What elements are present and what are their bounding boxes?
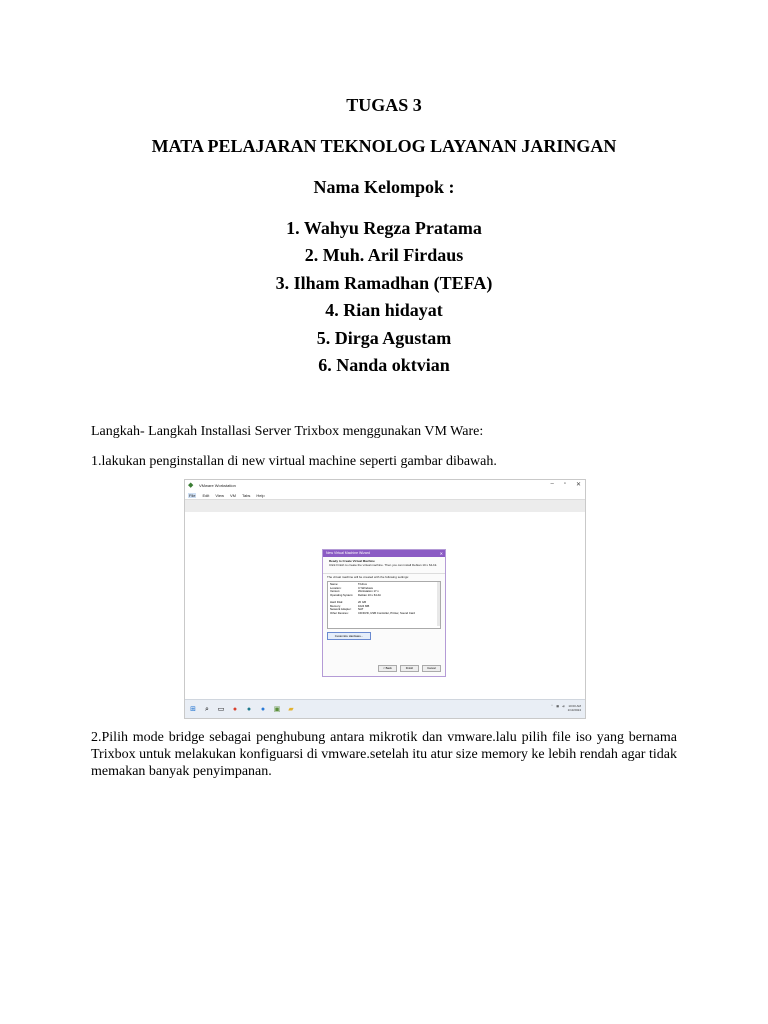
close-icon: ✕ [575, 482, 581, 488]
step1-paragraph: 1.lakukan penginstallan di new virtual machine seperti gambar dibawah. [91, 454, 497, 469]
settings-row: Name: Trixbox [330, 582, 368, 586]
cancel-button: Cancel [422, 665, 441, 672]
settings-row: Operating System: Debian 10.x 64-bit [330, 592, 381, 597]
windows-taskbar [185, 699, 585, 719]
menu-edit: Edit [202, 492, 210, 498]
screenshot-menubar [185, 491, 586, 499]
finish-button: Finish [400, 665, 419, 672]
settings-row: Location: C:\Windows [330, 585, 373, 590]
network-icon: ▦ [556, 704, 560, 708]
menu-file: File [189, 492, 196, 498]
settings-row: Hard Disk: 20 GB [330, 599, 366, 604]
settings-list [327, 581, 441, 629]
maximize-icon: ▫ [563, 481, 566, 487]
taskbar-clock: 10:00 AM 1/13/2024 [567, 704, 581, 712]
screenshot-app-title: VMware Workstation [199, 483, 236, 488]
settings-row: Other Devices: CD/DVD, USB Controller, Printer, Sound Card [330, 610, 415, 615]
screenshot-workspace [185, 499, 585, 700]
window-controls [550, 481, 581, 488]
group-label: Nama Kelompok : [313, 177, 455, 197]
dialog-header [323, 557, 445, 573]
menu-tabs: Tabs [241, 492, 251, 498]
vmware-taskbar-icon: ▣ [273, 706, 281, 713]
member-item: 3. Ilham Ramadhan (TEFA) [275, 272, 493, 293]
settings-intro: The virtual machine will be created with the following settings: [323, 573, 445, 580]
search-icon: ⌕ [205, 706, 209, 713]
settings-scrollbar [437, 582, 440, 626]
member-item: 1. Wahyu Regza Pratama [286, 218, 482, 238]
vmware-screenshot [184, 479, 586, 719]
member-list [0, 215, 768, 379]
customize-hardware-button: Customize Hardware... [327, 632, 371, 640]
system-tray [551, 704, 581, 712]
dialog-heading-sub: Click Finish to create the virtual machine. Then you can install Debian 10.x 64-bit. [329, 563, 438, 567]
member-item: 2. Muh. Aril Firdaus [304, 245, 464, 266]
menu-vm: VM [229, 492, 236, 498]
volume-icon: ◂) [562, 704, 565, 708]
dialog-heading: Ready to Create Virtual Machine [329, 559, 375, 563]
minimize-icon: – [550, 481, 554, 487]
menu-help: Help [256, 492, 265, 498]
back-button: < Back [378, 665, 397, 672]
new-vm-wizard-dialog [322, 549, 446, 677]
member-item: 6. Nanda oktvian [318, 354, 450, 375]
dialog-titlebar [323, 550, 445, 557]
menu-view: View [215, 492, 224, 498]
member-item: 5. Dirga Agustam [316, 327, 452, 348]
step2-paragraph: 2.Pilih mode bridge sebagai penghubung antara mikrotik dan vmware.lalu pilih file iso yang bernama Trixbox untuk melakukan konfiguarsi di vmware.setelah itu atur size memory ke lebih rendah agar tidak memakan banyak penyimpanan. [91, 730, 677, 779]
edge-icon: ● [260, 706, 266, 713]
task-view-icon: ▭ [217, 706, 225, 713]
chrome-icon: ● [232, 706, 238, 713]
dialog-close-icon: ✕ [439, 551, 443, 556]
dialog-buttons [378, 665, 441, 672]
settings-row: Version: Workstation 17.x [330, 589, 379, 594]
settings-row: Memory: 1024 MB [330, 603, 370, 608]
windows-start-icon: ⊞ [190, 706, 196, 713]
intro-paragraph: Langkah- Langkah Installasi Server Trixbox menggunakan VM Ware: [91, 424, 484, 439]
document-title: TUGAS 3 [346, 95, 422, 115]
file-explorer-icon: ▰ [288, 706, 294, 713]
settings-row: Network Adapter: NAT [330, 607, 364, 612]
dialog-title: New Virtual Machine Wizard [326, 551, 370, 555]
screenshot-titlebar [185, 480, 585, 491]
vmware-icon: ◆ [188, 482, 194, 489]
tray-chevron-icon: ⌃ [550, 704, 554, 708]
member-item: 4. Rian hidayat [325, 300, 443, 321]
subject-title: MATA PELAJARAN TEKNOLOG LAYANAN JARINGAN [151, 136, 617, 156]
browser-icon: ● [246, 706, 252, 713]
